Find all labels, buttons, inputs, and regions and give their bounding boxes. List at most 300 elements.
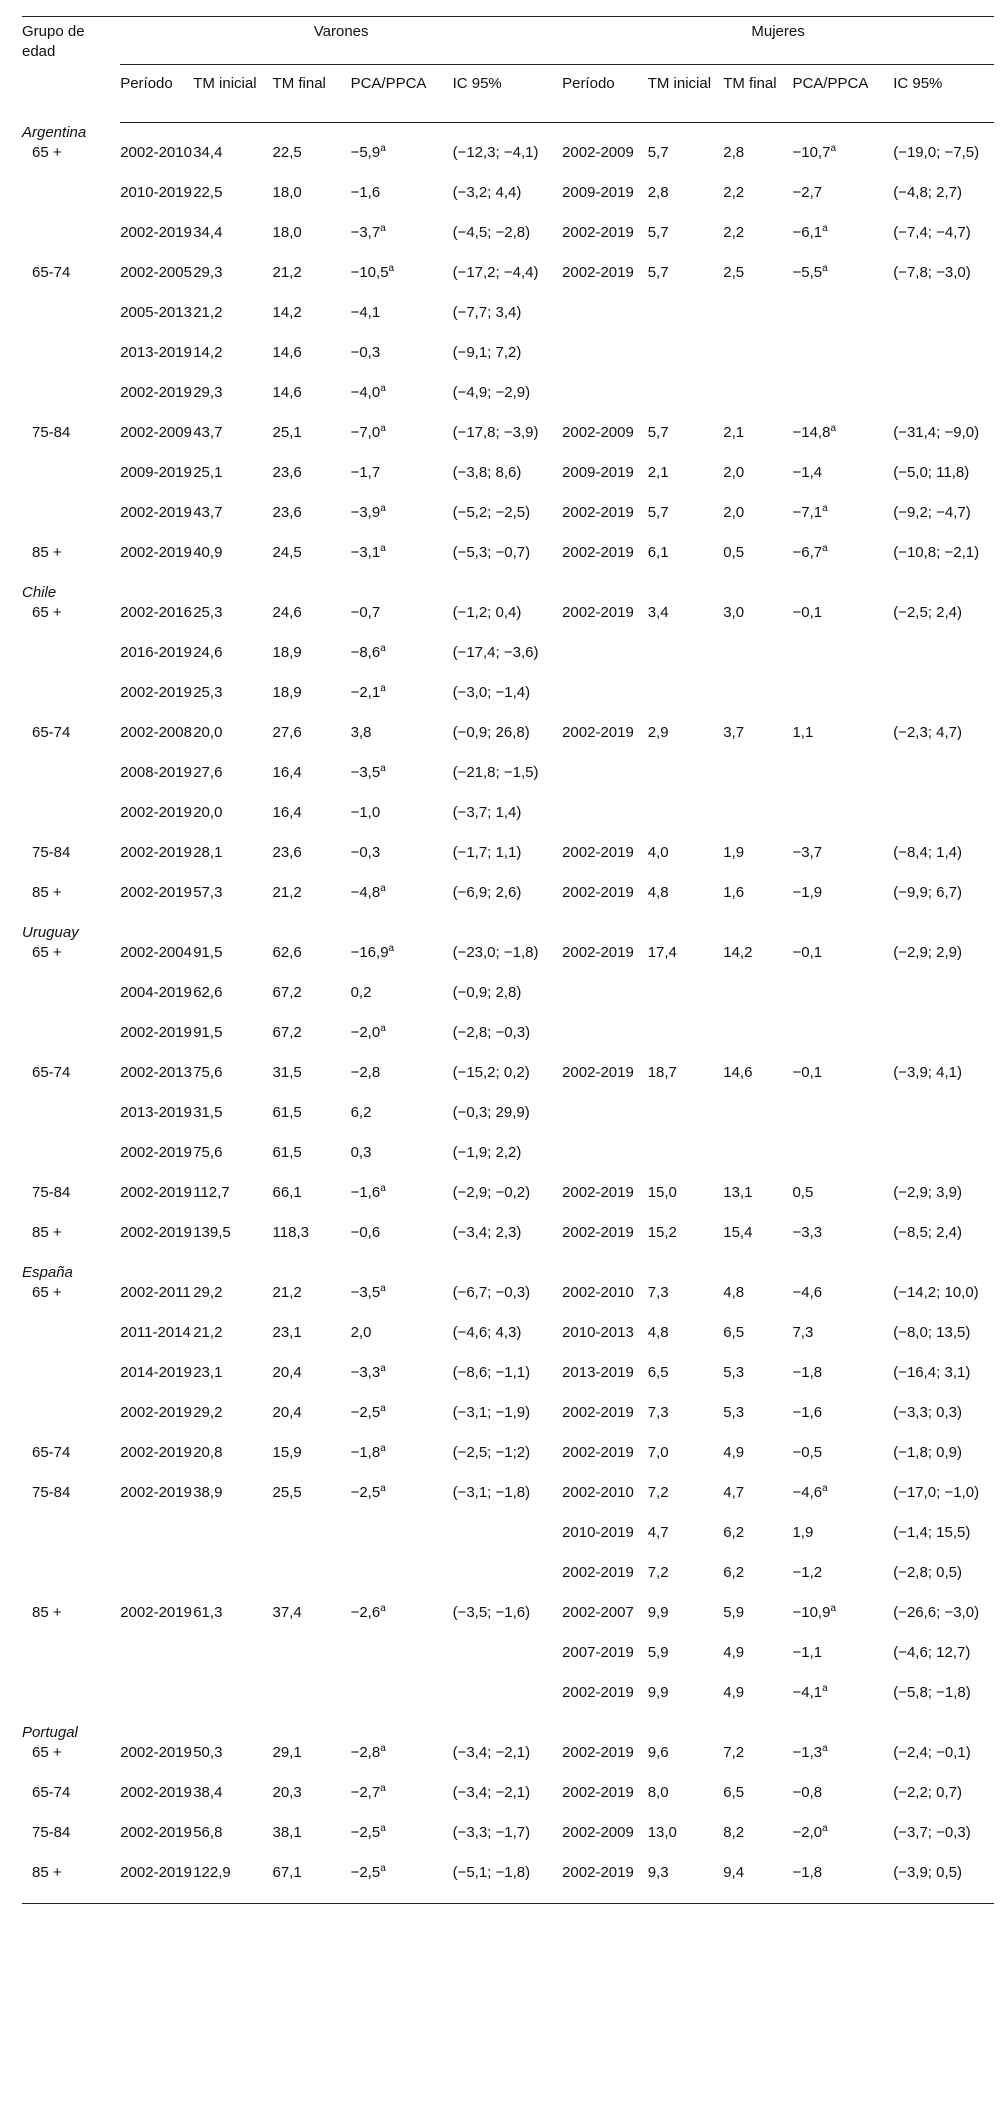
men-ci-cell bbox=[453, 1563, 563, 1603]
men-tm-final-cell bbox=[273, 1683, 351, 1723]
table-row bbox=[22, 1283, 994, 1323]
men-pca-footnote-mark: a bbox=[380, 1863, 386, 1874]
men-tm-final-cell: 16,4 bbox=[272, 804, 302, 821]
men-pca-footnote-mark: a bbox=[380, 1743, 386, 1754]
women-pca-cell bbox=[792, 1143, 893, 1183]
table-row bbox=[22, 1683, 994, 1723]
women-pca-cell bbox=[792, 1283, 893, 1323]
age-group-cell bbox=[22, 383, 120, 423]
women-period-cell bbox=[562, 1103, 648, 1143]
women-pca-cell bbox=[792, 1103, 893, 1143]
women-period-cell: 2002-2019 bbox=[562, 1784, 634, 1801]
men-pca-cell bbox=[351, 1363, 453, 1403]
men-ci-header: IC 95% bbox=[453, 65, 563, 123]
women-ci-cell: (−2,9; 2,9) bbox=[893, 944, 962, 961]
country-row bbox=[22, 123, 994, 144]
women-period-cell: 2002-2019 bbox=[562, 1444, 634, 1461]
women-tm-initial-cell: 5,7 bbox=[647, 424, 669, 441]
men-pca-value: −2,0 bbox=[350, 1024, 381, 1041]
women-ci-cell: (−5,8; −1,8) bbox=[893, 1684, 971, 1701]
women-period-cell: 2002-2019 bbox=[562, 724, 634, 741]
age-group-cell: 75-84 bbox=[32, 1484, 71, 1501]
women-period-cell bbox=[562, 343, 648, 383]
table-row bbox=[22, 983, 994, 1023]
men-period-cell: 2002-2019 bbox=[120, 1224, 192, 1241]
women-ci-cell: (−1,4; 15,5) bbox=[893, 1524, 971, 1541]
women-ci-cell: (−5,0; 11,8) bbox=[893, 464, 970, 481]
women-pca-footnote-mark: a bbox=[822, 503, 828, 514]
men-tm-final-cell: 61,5 bbox=[272, 1144, 302, 1161]
men-pca-cell bbox=[351, 1823, 453, 1863]
table-body bbox=[22, 123, 994, 1904]
men-tm-final-cell: 18,9 bbox=[272, 684, 302, 701]
women-pca-value: −2,7 bbox=[792, 184, 823, 201]
women-pca-value: −1,4 bbox=[792, 464, 823, 481]
women-ci-cell: (−26,6; −3,0) bbox=[893, 1604, 980, 1621]
table-row bbox=[22, 1323, 994, 1363]
age-group-cell: 65 + bbox=[32, 604, 62, 621]
women-tm-final-cell: 1,6 bbox=[723, 884, 745, 901]
women-period-cell: 2002-2009 bbox=[562, 424, 634, 441]
women-tm-final-cell: 14,2 bbox=[723, 944, 753, 961]
age-group-cell bbox=[22, 503, 120, 543]
women-ci-cell bbox=[893, 983, 994, 1023]
men-tm-initial-cell: 57,3 bbox=[193, 884, 223, 901]
men-ci-cell: (−3,4; −2,1) bbox=[452, 1784, 531, 1801]
table-row bbox=[22, 683, 994, 723]
men-period-cell: 2002-2019 bbox=[120, 544, 192, 561]
men-pca-cell bbox=[351, 803, 453, 843]
women-tm-initial-cell: 5,7 bbox=[647, 264, 669, 281]
table-row bbox=[22, 263, 994, 303]
women-period-cell: 2013-2019 bbox=[562, 1364, 634, 1381]
table-row bbox=[22, 1743, 994, 1783]
men-pca-value: −1,6 bbox=[350, 184, 381, 201]
women-pca-cell bbox=[792, 1223, 893, 1263]
table-row bbox=[22, 423, 994, 463]
men-tm-initial-cell: 43,7 bbox=[193, 504, 223, 521]
women-tm-initial-cell: 7,3 bbox=[647, 1404, 669, 1421]
women-period-cell: 2002-2019 bbox=[562, 224, 634, 241]
men-ci-cell: (−5,3; −0,7) bbox=[452, 544, 531, 561]
men-period-cell: 2002-2019 bbox=[120, 1404, 192, 1421]
men-period-cell: 2009-2019 bbox=[120, 464, 192, 481]
men-period-cell: 2014-2019 bbox=[120, 1364, 192, 1381]
men-period-cell: 2002-2019 bbox=[120, 1444, 192, 1461]
men-tm-final-cell: 20,4 bbox=[272, 1364, 302, 1381]
women-tm-final-cell bbox=[723, 383, 792, 423]
women-ci-cell: (−17,0; −1,0) bbox=[893, 1484, 980, 1501]
women-tm-final-cell: 6,2 bbox=[723, 1564, 745, 1581]
men-tm-final-cell: 15,9 bbox=[272, 1444, 302, 1461]
men-pca-cell bbox=[351, 303, 453, 343]
women-ci-cell bbox=[893, 683, 994, 723]
men-period-cell: 2002-2019 bbox=[120, 1484, 192, 1501]
men-pca-value: −4,1 bbox=[350, 304, 381, 321]
men-pca-value: −2,5 bbox=[350, 1484, 381, 1501]
women-tm-final-cell: 15,4 bbox=[723, 1224, 753, 1241]
women-tm-final-cell: 3,0 bbox=[723, 604, 745, 621]
men-tm-initial-cell: 56,8 bbox=[193, 1824, 223, 1841]
women-period-cell bbox=[562, 983, 648, 1023]
age-group-cell: 75-84 bbox=[32, 1184, 71, 1201]
men-pca-cell bbox=[351, 423, 453, 463]
age-group-cell bbox=[22, 763, 120, 803]
men-pca-cell bbox=[351, 383, 453, 423]
men-ci-cell: (−4,9; −2,9) bbox=[452, 384, 531, 401]
men-ci-cell: (−0,3; 29,9) bbox=[452, 1104, 530, 1121]
women-tm-final-cell bbox=[723, 303, 792, 343]
women-pca-value: 0,5 bbox=[792, 1184, 814, 1201]
women-tm-initial-cell: 15,0 bbox=[647, 1184, 677, 1201]
men-tm-initial-cell: 112,7 bbox=[193, 1184, 230, 1201]
women-pca-cell bbox=[792, 1523, 893, 1563]
men-tm-final-header: TM final bbox=[273, 65, 351, 123]
age-group-cell bbox=[22, 463, 120, 503]
men-ci-cell: (−17,8; −3,9) bbox=[452, 424, 539, 441]
women-tm-final-cell: 4,7 bbox=[723, 1484, 745, 1501]
men-tm-initial-cell: 40,9 bbox=[193, 544, 223, 561]
men-pca-footnote-mark: a bbox=[380, 383, 386, 394]
women-pca-cell bbox=[792, 843, 893, 883]
women-tm-initial-cell: 13,0 bbox=[647, 1824, 677, 1841]
age-group-cell: 65 + bbox=[32, 1284, 62, 1301]
women-ci-cell: (−14,2; 10,0) bbox=[893, 1284, 979, 1301]
age-group-cell: 75-84 bbox=[32, 424, 71, 441]
women-tm-final-cell: 1,9 bbox=[723, 844, 745, 861]
women-tm-final-cell: 5,3 bbox=[723, 1364, 745, 1381]
women-period-cell bbox=[562, 643, 648, 683]
women-ci-cell: (−9,2; −4,7) bbox=[893, 504, 971, 521]
women-tm-initial-cell: 7,2 bbox=[647, 1564, 669, 1581]
women-pca-value: −0,1 bbox=[792, 1064, 823, 1081]
country-name: España bbox=[22, 1264, 73, 1281]
women-period-cell bbox=[562, 303, 648, 343]
men-pca-footnote-mark: a bbox=[380, 763, 386, 774]
men-ci-cell: (−9,1; 7,2) bbox=[452, 344, 522, 361]
men-pca-value: 2,0 bbox=[350, 1324, 372, 1341]
men-pca-cell bbox=[351, 1223, 453, 1263]
country-name: Argentina bbox=[22, 124, 87, 141]
women-pca-value: −0,8 bbox=[792, 1784, 823, 1801]
men-period-cell: 2002-2019 bbox=[120, 684, 192, 701]
women-tm-final-cell: 7,2 bbox=[723, 1744, 745, 1761]
age-group-cell: 85 + bbox=[32, 544, 62, 561]
men-pca-value: −10,5 bbox=[350, 264, 389, 281]
men-pca-value: −2,8 bbox=[350, 1064, 381, 1081]
women-pca-cell bbox=[792, 1483, 893, 1523]
women-tm-final-cell bbox=[723, 643, 792, 683]
men-tm-final-cell: 16,4 bbox=[272, 764, 302, 781]
men-period-cell bbox=[120, 1523, 193, 1563]
men-period-cell: 2002-2005 bbox=[120, 264, 192, 281]
women-tm-final-cell bbox=[723, 343, 792, 383]
women-period-cell: 2010-2019 bbox=[562, 1524, 634, 1541]
men-pca-footnote-mark: a bbox=[380, 1363, 386, 1374]
women-tm-final-header: TM final bbox=[723, 65, 792, 123]
women-tm-final-cell: 6,5 bbox=[723, 1784, 745, 1801]
men-ci-cell: (−1,9; 2,2) bbox=[452, 1144, 522, 1161]
men-tm-initial-cell: 14,2 bbox=[193, 344, 223, 361]
men-tm-final-cell: 14,6 bbox=[272, 384, 302, 401]
women-pca-value: −1,2 bbox=[792, 1564, 823, 1581]
men-period-cell bbox=[120, 1683, 193, 1723]
men-ci-cell: (−3,7; 1,4) bbox=[452, 804, 522, 821]
men-pca-footnote-mark: a bbox=[380, 1823, 386, 1834]
women-pca-value: 1,1 bbox=[792, 724, 814, 741]
women-ci-cell: (−4,6; 12,7) bbox=[893, 1644, 971, 1661]
age-group-cell bbox=[22, 1683, 120, 1723]
men-pca-cell bbox=[351, 183, 453, 223]
age-group-cell: 65-74 bbox=[32, 264, 71, 281]
men-period-cell bbox=[120, 1563, 193, 1603]
men-period-cell: 2002-2009 bbox=[120, 424, 192, 441]
women-tm-final-cell: 5,3 bbox=[723, 1404, 745, 1421]
table-row bbox=[22, 1223, 994, 1263]
women-tm-initial-cell: 9,3 bbox=[648, 1863, 724, 1904]
women-ci-header: IC 95% bbox=[893, 65, 994, 123]
women-ci-cell bbox=[893, 343, 994, 383]
men-tm-final-cell: 14,6 bbox=[272, 344, 302, 361]
men-ci-cell: (−21,8; −1,5) bbox=[452, 764, 539, 781]
women-period-cell: 2002-2019 bbox=[562, 944, 634, 961]
men-pca-cell bbox=[351, 603, 453, 643]
men-tm-final-cell: 23,1 bbox=[272, 1324, 302, 1341]
women-tm-final-cell: 2,8 bbox=[723, 144, 745, 161]
women-tm-initial-cell: 2,9 bbox=[647, 724, 669, 741]
men-tm-initial-cell: 25,3 bbox=[193, 684, 223, 701]
women-ci-cell: (−3,3; 0,3) bbox=[893, 1404, 962, 1421]
women-tm-initial-cell: 4,7 bbox=[647, 1524, 669, 1541]
men-pca-footnote-mark: a bbox=[380, 883, 386, 894]
table-row bbox=[22, 1103, 994, 1143]
men-tm-final-cell: 21,2 bbox=[272, 1284, 302, 1301]
men-tm-final-cell: 23,6 bbox=[272, 504, 302, 521]
women-tm-final-cell: 6,2 bbox=[723, 1524, 745, 1541]
table-row bbox=[22, 503, 994, 543]
women-period-cell: 2002-2019 bbox=[562, 1184, 634, 1201]
men-pca-value: −0,6 bbox=[350, 1224, 381, 1241]
men-pca-cell bbox=[351, 1103, 453, 1143]
women-tm-initial-cell: 3,4 bbox=[647, 604, 669, 621]
men-pca-footnote-mark: a bbox=[380, 683, 386, 694]
men-tm-final-cell: 23,6 bbox=[272, 464, 302, 481]
men-period-cell: 2002-2008 bbox=[120, 724, 192, 741]
men-ci-cell: (−3,3; −1,7) bbox=[452, 1824, 531, 1841]
age-group-cell: 85 + bbox=[32, 884, 62, 901]
women-period-cell: 2002-2009 bbox=[562, 144, 634, 161]
men-ci-cell: (−3,1; −1,9) bbox=[452, 1404, 531, 1421]
men-tm-final-cell: 20,3 bbox=[272, 1784, 302, 1801]
men-tm-initial-cell bbox=[193, 1523, 272, 1563]
men-tm-initial-cell: 20,8 bbox=[193, 1444, 223, 1461]
men-pca-value: −1,6 bbox=[350, 1184, 381, 1201]
women-tm-final-cell: 8,2 bbox=[723, 1824, 745, 1841]
women-ci-cell: (−7,4; −4,7) bbox=[893, 224, 971, 241]
women-tm-initial-cell: 6,5 bbox=[647, 1364, 669, 1381]
women-pca-cell bbox=[792, 503, 893, 543]
men-pca-cell bbox=[351, 1523, 453, 1563]
men-tm-initial-cell: 23,1 bbox=[193, 1364, 223, 1381]
women-pca-value: −3,3 bbox=[792, 1224, 823, 1241]
women-ci-cell bbox=[893, 1143, 994, 1183]
women-pca-value: −7,1 bbox=[792, 504, 823, 521]
women-pca-value: −1,1 bbox=[792, 1644, 823, 1661]
men-period-cell: 2002-2010 bbox=[120, 144, 192, 161]
men-tm-initial-cell bbox=[193, 1563, 272, 1603]
men-pca-cell bbox=[351, 143, 453, 183]
men-pca-footnote-mark: a bbox=[380, 1443, 386, 1454]
women-pca-cell bbox=[792, 983, 893, 1023]
age-group-cell bbox=[22, 683, 120, 723]
women-tm-final-cell: 4,9 bbox=[723, 1684, 745, 1701]
men-period-cell: 2002-2019 bbox=[120, 844, 192, 861]
men-ci-cell: (−3,5; −1,6) bbox=[452, 1604, 531, 1621]
men-ci-cell: (−3,4; 2,3) bbox=[452, 1224, 522, 1241]
men-tm-final-cell: 24,6 bbox=[272, 604, 302, 621]
women-tm-initial-cell: 7,0 bbox=[647, 1444, 669, 1461]
age-group-cell: 85 + bbox=[22, 1863, 120, 1904]
women-pca-cell bbox=[792, 1683, 893, 1723]
men-pca-value: 0,3 bbox=[350, 1144, 372, 1161]
women-pca-cell bbox=[792, 223, 893, 263]
women-ci-cell: (−3,9; 4,1) bbox=[893, 1064, 962, 1081]
men-pca-cell bbox=[351, 843, 453, 883]
men-pca-value: −1,7 bbox=[350, 464, 381, 481]
men-tm-initial-cell: 25,1 bbox=[193, 464, 223, 481]
women-tm-final-cell bbox=[723, 803, 792, 843]
men-pca-footnote-mark: a bbox=[380, 543, 386, 554]
age-group-header: Grupo de edad bbox=[22, 17, 120, 123]
men-pca-value: −7,0 bbox=[350, 424, 381, 441]
women-tm-initial-cell: 5,7 bbox=[647, 224, 669, 241]
women-period-cell: 2009-2019 bbox=[562, 184, 634, 201]
men-pca-cell bbox=[351, 683, 453, 723]
men-ci-cell: (−1,2; 0,4) bbox=[452, 604, 522, 621]
women-pca-cell bbox=[792, 1183, 893, 1223]
men-tm-initial-cell: 28,1 bbox=[193, 844, 223, 861]
men-ci-cell: (−3,0; −1,4) bbox=[452, 684, 531, 701]
women-period-cell: 2002-2007 bbox=[562, 1604, 634, 1621]
age-group-cell: 65-74 bbox=[32, 724, 71, 741]
men-pca-footnote-mark: a bbox=[380, 1283, 386, 1294]
women-tm-final-cell: 2,0 bbox=[723, 464, 745, 481]
men-pca-cell bbox=[351, 1683, 453, 1723]
men-pca-footnote-mark: a bbox=[380, 143, 386, 154]
table-row bbox=[22, 1143, 994, 1183]
men-pca-footnote-mark: a bbox=[380, 503, 386, 514]
table-row bbox=[22, 1823, 994, 1863]
women-pca-cell bbox=[792, 683, 893, 723]
men-tm-final-cell bbox=[273, 1563, 351, 1603]
women-tm-initial-cell bbox=[648, 983, 724, 1023]
age-group-cell: 65-74 bbox=[32, 1784, 71, 1801]
women-tm-final-cell: 5,9 bbox=[723, 1604, 745, 1621]
women-pca-value: 1,9 bbox=[792, 1524, 814, 1541]
men-period-cell: 2010-2019 bbox=[120, 184, 192, 201]
women-period-cell: 2002-2019 bbox=[562, 604, 634, 621]
table-row bbox=[22, 143, 994, 183]
men-pca-header: PCA/PPCA bbox=[351, 65, 453, 123]
men-pca-cell bbox=[351, 1183, 453, 1223]
country-name: Chile bbox=[22, 584, 57, 601]
men-tm-final-cell: 24,5 bbox=[272, 544, 302, 561]
women-pca-cell bbox=[792, 1643, 893, 1683]
men-tm-initial-cell: 21,2 bbox=[193, 304, 223, 321]
women-period-cell: 2002-2019 bbox=[562, 1684, 634, 1701]
table-row bbox=[22, 1443, 994, 1483]
men-tm-final-cell: 29,1 bbox=[272, 1744, 302, 1761]
men-tm-final-cell: 66,1 bbox=[272, 1184, 302, 1201]
women-period-cell: 2002-2019 bbox=[562, 1224, 634, 1241]
table-row bbox=[22, 763, 994, 803]
men-tm-initial-cell: 38,9 bbox=[193, 1484, 223, 1501]
age-group-cell bbox=[22, 1323, 120, 1363]
women-tm-initial-cell: 2,8 bbox=[647, 184, 669, 201]
men-ci-cell: (−3,1; −1,8) bbox=[452, 1484, 531, 1501]
men-pca-footnote-mark: a bbox=[380, 223, 386, 234]
men-period-cell: 2013-2019 bbox=[120, 1104, 192, 1121]
women-tm-initial-cell bbox=[648, 1103, 724, 1143]
age-group-cell: 75-84 bbox=[32, 844, 71, 861]
women-period-cell: 2002-2010 bbox=[562, 1284, 634, 1301]
men-pca-cell bbox=[351, 1863, 453, 1904]
men-tm-initial-cell: 75,6 bbox=[193, 1064, 223, 1081]
women-ci-cell: (−19,0; −7,5) bbox=[893, 144, 980, 161]
men-tm-initial-cell: 29,2 bbox=[193, 1404, 223, 1421]
men-period-cell: 2002-2019 bbox=[120, 1824, 192, 1841]
men-tm-final-cell bbox=[273, 1523, 351, 1563]
women-tm-final-cell: 9,4 bbox=[723, 1863, 792, 1904]
men-pca-value: −2,8 bbox=[350, 1744, 381, 1761]
women-pca-footnote-mark: a bbox=[822, 1483, 828, 1494]
women-ci-cell: (−3,9; 0,5) bbox=[893, 1863, 994, 1904]
men-tm-initial-cell: 25,3 bbox=[193, 604, 223, 621]
men-ci-cell: (−3,2; 4,4) bbox=[452, 184, 522, 201]
men-pca-value: −0,7 bbox=[350, 604, 381, 621]
men-period-cell: 2002-2019 bbox=[120, 384, 192, 401]
men-tm-final-cell: 67,1 bbox=[273, 1863, 351, 1904]
men-pca-value: −2,5 bbox=[350, 1824, 381, 1841]
women-pca-cell bbox=[792, 943, 893, 983]
women-period-cell bbox=[562, 383, 648, 423]
men-pca-cell bbox=[351, 1403, 453, 1443]
age-group-cell: 65-74 bbox=[32, 1064, 71, 1081]
men-tm-final-cell: 21,2 bbox=[272, 884, 302, 901]
men-tm-initial-cell: 91,5 bbox=[193, 944, 223, 961]
women-pca-footnote-mark: a bbox=[830, 423, 836, 434]
men-pca-cell bbox=[351, 1143, 453, 1183]
women-pca-value: −4,6 bbox=[792, 1484, 823, 1501]
men-period-cell: 2002-2011 bbox=[120, 1284, 191, 1301]
country-name: Uruguay bbox=[22, 924, 79, 941]
women-pca-value: −10,7 bbox=[792, 144, 831, 161]
women-tm-initial-cell: 9,6 bbox=[647, 1744, 669, 1761]
age-group-cell bbox=[22, 1023, 120, 1063]
men-ci-cell: (−6,7; −0,3) bbox=[452, 1284, 531, 1301]
age-group-cell bbox=[22, 303, 120, 343]
age-group-cell bbox=[22, 643, 120, 683]
table-row bbox=[22, 1063, 994, 1103]
women-pca-value: −6,7 bbox=[792, 544, 823, 561]
women-tm-initial-cell bbox=[648, 383, 724, 423]
age-group-cell: 65 + bbox=[32, 944, 62, 961]
table-row bbox=[22, 1863, 994, 1904]
country-row bbox=[22, 1723, 994, 1743]
men-tm-initial-cell: 29,3 bbox=[193, 384, 223, 401]
table-row bbox=[22, 1783, 994, 1823]
women-tm-final-cell: 2,2 bbox=[723, 224, 745, 241]
